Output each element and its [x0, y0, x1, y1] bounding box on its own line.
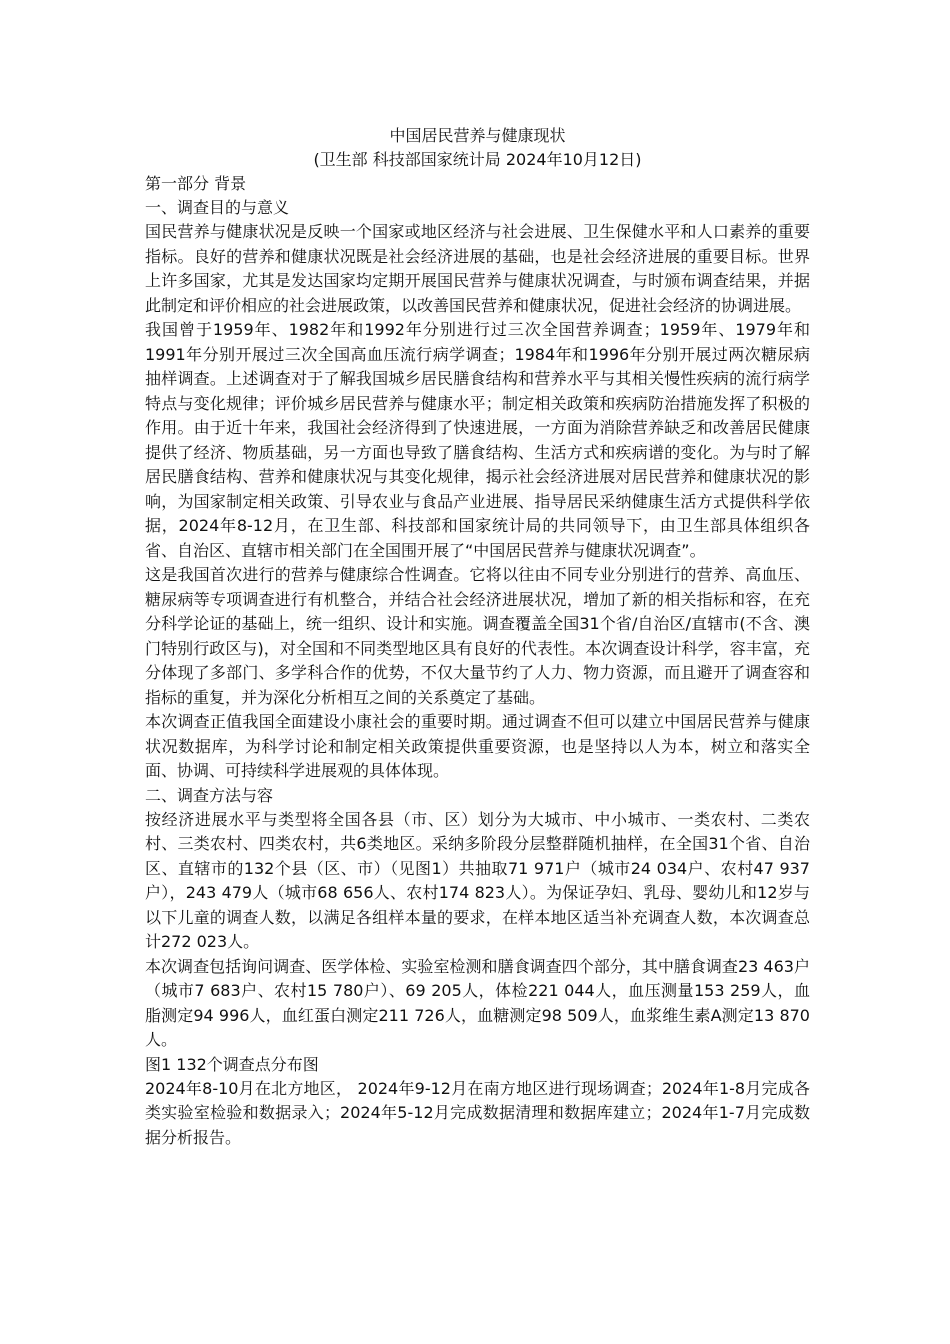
document-subtitle: (卫生部 科技部国家统计局 2024年10月12日): [313, 150, 642, 169]
paragraph-6: 本次调查包括询问调查、医学体检、实验室检测和膳食调查四个部分，其中膳食调查23 463户（城市7 683户、农村15 780户）、69 205人，体检221 044人，血压测量153 259人，血脂测定94 996人，血红蛋白测定211 726人，血糖测定98 509人，血浆维生素A测定13 870人。: [145, 956, 810, 1049]
paragraph-2: 我国曾于1959年、1982年和1992年分别进行过三次全国营养调查；1959年、1979年和1991年分别开展过三次全国高血压流行病学调查；1984年和1996年分别开展过两次糖尿病抽样调查。上述调查对于了解我国城乡居民膳食结构和营养水平与其相关慢性疾病的流行病学特点与变化规律；评价城乡居民营养与健康水平；制定相关政策和疾病防治措施发挥了积极的作用。由于近十年来，我国社会经济得到了快速进展，一方面为消除营养缺乏和改善居民健康提供了经济、物质基础，另一方面也导致了膳食结构、生活方式和疾病谱的变化。为与时了解居民膳食结构、营养和健康状况与其变化规律，揭示社会经济进展对居民营养和健康状况的影响，为国家制定相关政策、引导农业与食品产业进展、指导居民采纳健康生活方式提供科学依据，2024年8-12月，在卫生部、科技部和国家统计局的共同领导下，由卫生部具体组织各省、自治区、直辖市相关部门在全国围开展了“中国居民营养与健康状况调查”。: [145, 320, 810, 560]
figure-caption: 图1 132个调查点分布图: [145, 1054, 319, 1074]
paragraph-3: 这是我国首次进行的营养与健康综合性调查。它将以往由不同专业分别进行的营养、高血压、糖尿病等专项调查进行有机整合，并结合社会经济进展状况，增加了新的相关指标和容，在充分科学论证的基础上，统一组织、设计和实施。调查覆盖全国31个省/自治区/直辖市(不含、澳门特别行政区与)，对全国和不同类型地区具有良好的代表性。本次调查设计科学，容丰富，充分体现了多部门、多学科合作的优势，不仅大量节约了人力、物力资源，而且避开了调查容和指标的重复，并为深化分析相互之间的关系奠定了基础。: [145, 565, 810, 707]
document-title: 中国居民营养与健康现状: [389, 126, 566, 145]
document-page: [145, 124, 810, 1150]
paragraph-5: 按经济进展水平与类型将全国各县（市、区）划分为大城市、中小城市、一类农村、二类农村、三类农村、四类农村，共6类地区。采纳多阶段分层整群随机抽样，在全国31个省、自治区、直辖市的132个县（区、市）（见图1）共抽取71 971户（城市24 034户、农村47 937户），243 479人（城市68 656人、农村174 823人）。为保证孕妇、乳母、婴幼儿和12岁与以下儿童的调查人数，以满足各组样本量的要求，在样本地区适当补充调查人数，本次调查总计272 023人。: [145, 809, 810, 951]
section-heading-methods: 二、调查方法与容: [145, 785, 274, 805]
section-heading-purpose: 一、调查目的与意义: [145, 198, 290, 217]
paragraph-4: 本次调查正值我国全面建设小康社会的重要时期。通过调查不但可以建立中国居民营养与健康状况数据库，为科学讨论和制定相关政策提供重要资源，也是坚持以人为本，树立和落实全面、协调、可持续科学进展观的具体体现。: [145, 712, 810, 780]
paragraph-7: 2024年8-10月在北方地区， 2024年9-12月在南方地区进行现场调查；2024年1-8月完成各类实验室检验和数据录入；2024年5-12月完成数据清理和数据库建立；2024年1-7月完成数据分析报告。: [145, 1078, 810, 1147]
paragraph-1: 国民营养与健康状况是反映一个国家或地区经济与社会进展、卫生保健水平和人口素养的重要指标。良好的营养和健康状况既是社会经济进展的基础，也是社会经济进展的重要目标。世界上许多国家，尤其是发达国家均定期开展国民营养与健康状况调查，与时颁布调查结果，并据此制定和评价相应的社会进展政策，以改善国民营养和健康状况，促进社会经济的协调进展。: [145, 222, 810, 315]
part-heading: 第一部分 背景: [145, 174, 247, 193]
